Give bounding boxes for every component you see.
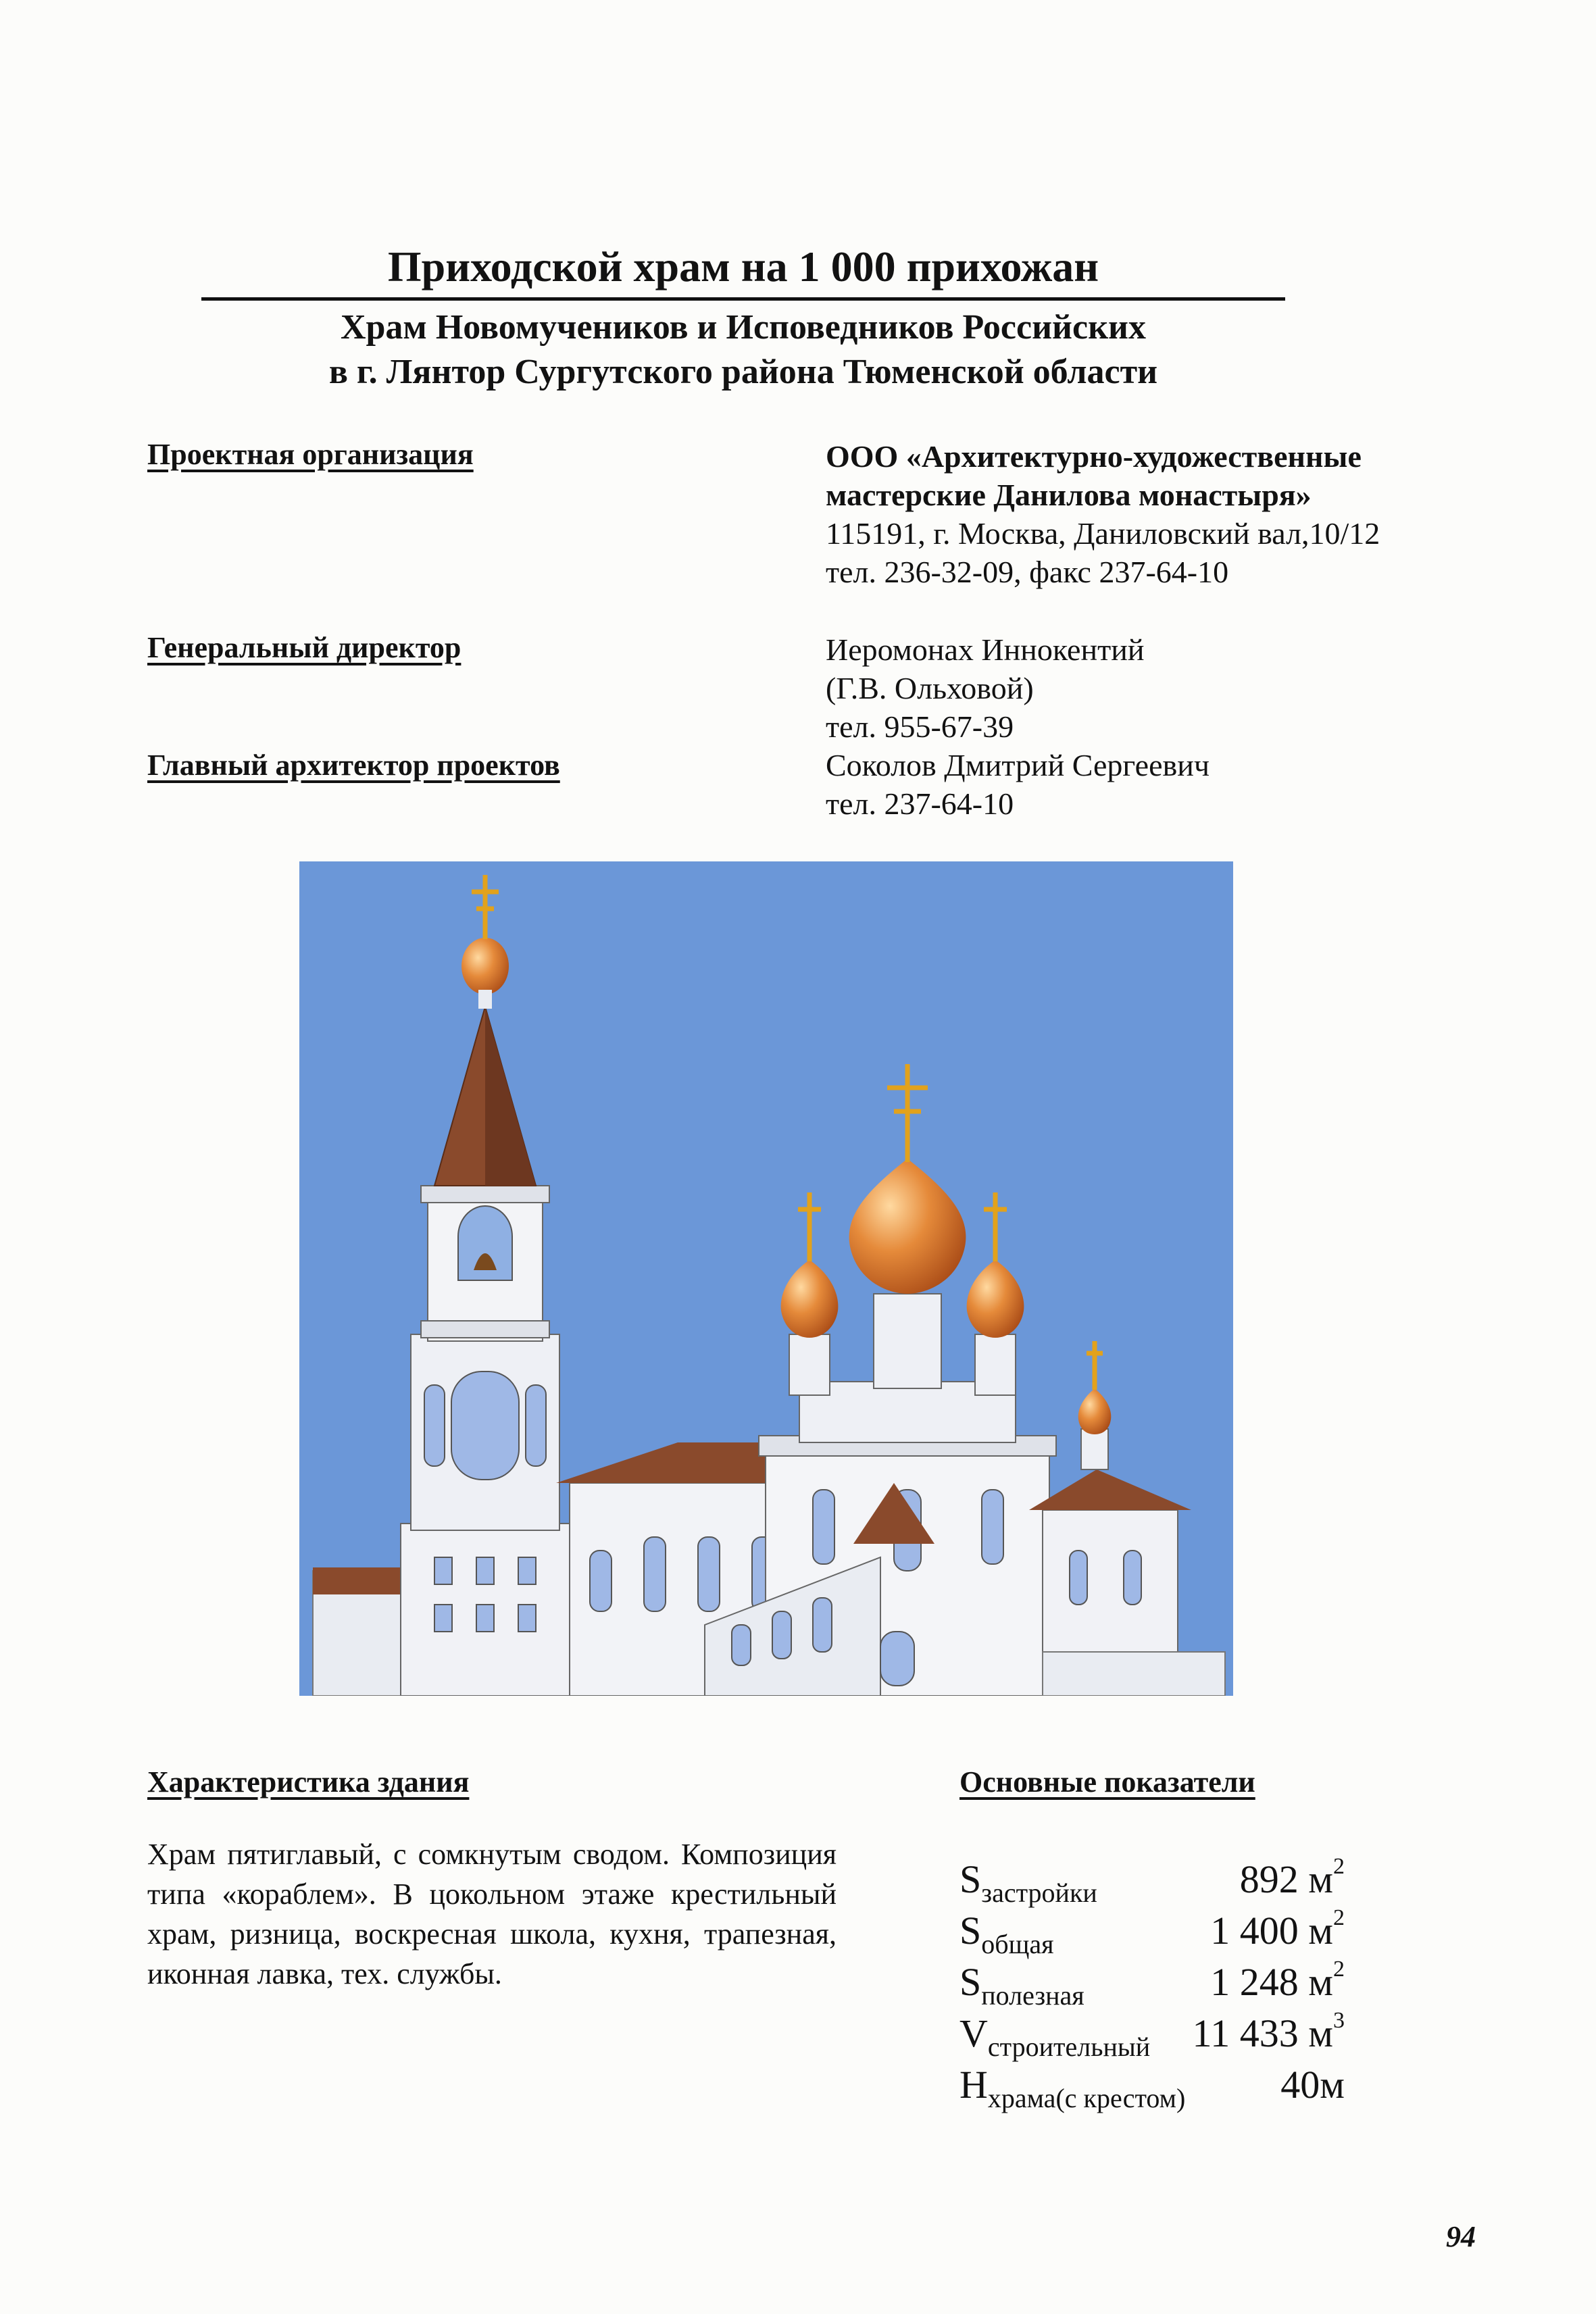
subtitle-line-2: в г. Лянтор Сургутского района Тюменской области (328, 353, 1158, 391)
architect-name: Соколов Дмитрий Сергеевич (826, 748, 1210, 782)
architect-label: Главный архитектор проектов (147, 749, 560, 782)
architect-details (826, 746, 1210, 823)
org-phone: тел. 236-32-09, факс 237-64-10 (826, 555, 1229, 589)
characteristics-label: Характеристика здания (147, 1765, 470, 1799)
director-details (826, 630, 1144, 746)
characteristics-text: Храм пятиглавый, с сомкнутым сводом. Композиция типа «кораблем». В цокольном этаже крестильный храм, ризница, воскресная школа, кухня, трапезная, иконная лавка, тех. службы. (147, 1838, 837, 1990)
metric-row-height (959, 2062, 1345, 2113)
director-name: Иеромонах Иннокентий (826, 632, 1145, 667)
metric-row-volume (959, 2007, 1345, 2062)
indicators-label: Основные показатели (959, 1765, 1255, 1799)
metric-row-area-useful (959, 1956, 1345, 2011)
church-illustration (299, 861, 1233, 1696)
metric-symbol: $S_{застройки}$ (959, 1857, 1097, 1908)
metric-value: 40м (1280, 2063, 1345, 2107)
architect-phone: тел. 237-64-10 (826, 786, 1014, 821)
metric-value: 11 433 $м^3$ (1192, 2007, 1345, 2055)
church-drawing (299, 861, 1233, 1696)
org-label: Проектная организация (147, 438, 474, 471)
metric-value: 892 $м^2$ (1239, 1853, 1345, 1901)
director-name-2: (Г.В. Ольховой) (826, 671, 1034, 705)
org-details (826, 437, 1380, 591)
org-name-1: ООО «Архитектурно-художественные (826, 439, 1362, 474)
org-name-2: мастерские Данилова монастыря» (826, 478, 1312, 512)
subtitle-line-1: Храм Новомучеников и Исповедников Российских (340, 308, 1147, 347)
metric-value: 1 248 $м^2$ (1210, 1956, 1345, 2004)
page-title: Приходской храм на 1 000 прихожан (387, 243, 1099, 291)
metric-row-area-footprint (959, 1853, 1345, 1908)
metric-symbol: $S_{общая}$ (959, 1909, 1054, 1959)
metric-symbol: $H_{храма(с крестом)}$ (959, 2063, 1186, 2113)
director-label: Генеральный директор (147, 631, 462, 664)
page-subtitle (162, 305, 1324, 395)
director-phone: тел. 955-67-39 (826, 709, 1014, 744)
metric-row-area-total (959, 1905, 1345, 1959)
title-underline (201, 297, 1285, 301)
metric-value: 1 400 $м^2$ (1210, 1905, 1345, 1953)
metric-symbol: $V_{строительный}$ (959, 2011, 1151, 2062)
page-number: 94 (1446, 2220, 1476, 2253)
metric-symbol: $S_{полезная}$ (959, 1960, 1084, 2011)
org-address: 115191, г. Москва, Даниловский вал,10/12 (826, 516, 1380, 551)
